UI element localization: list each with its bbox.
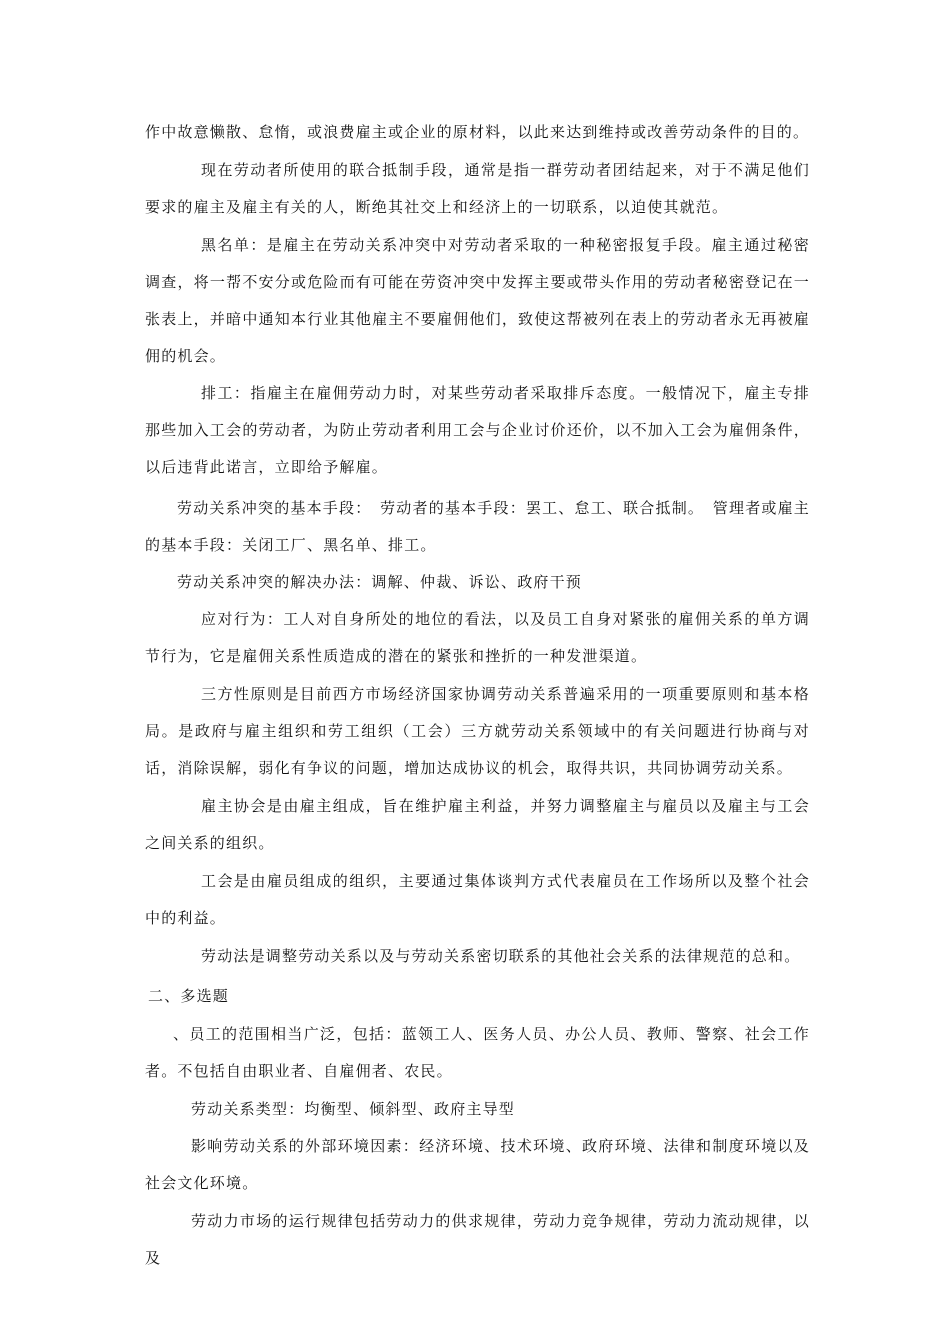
paragraph-tripartite: 三方性原则是目前西方市场经济国家协调劳动关系普遍采用的一项重要原则和基本格局。是政府与雇主组织和劳工组织（工会）三方就劳动关系领域中的有关问题进行协商与对话，消除误解，弱化有争议的问题，增加达成协议的机会，取得共识，共同协调劳动关系。 bbox=[145, 685, 810, 777]
paragraph-coping-behavior: 应对行为：工人对自身所处的地位的看法，以及员工自身对紧张的雇佣关系的单方调节行为，它是雇佣关系性质造成的潜在的紧张和挫折的一种发泄渠道。 bbox=[145, 610, 810, 665]
paragraph-exclusion: 排工：指雇主在雇佣劳动力时，对某些劳动者采取排斥态度。一般情况下，雇主专排那些加入工会的劳动者，为防止劳动者利用工会与企业讨价还价，以不加入工会为雇佣条件，以后违背此诺言，立即给予解雇。 bbox=[145, 384, 810, 476]
paragraph-conflict-means: 劳动关系冲突的基本手段： 劳动者的基本手段：罢工、怠工、联合抵制。 管理者或雇主的基本手段：关闭工厂、黑名单、排工。 bbox=[145, 499, 811, 554]
paragraph-blacklist: 黑名单：是雇主在劳动关系冲突中对劳动者采取的一种秘密报复手段。雇主通过秘密调查，将一帮不安分或危险而有可能在劳资冲突中发挥主要或带头作用的劳动者秘密登记在一张表上，并暗中通知本行业其他雇主不要雇佣他们，致使这帮被列在表上的劳动者永无再被雇佣的机会。 bbox=[145, 236, 810, 365]
paragraph-slowdown-end: 作中故意懒散、怠惰，或浪费雇主或企业的原材料，以此来达到维持或改善劳动条件的目的。 bbox=[145, 123, 810, 141]
paragraph-employer-association: 雇主协会是由雇主组成，旨在维护雇主利益，并努力调整雇主与雇员以及雇主与工会之间关系的组织。 bbox=[145, 797, 810, 852]
section-heading-multiple-choice: 二、多选题 bbox=[148, 987, 230, 1005]
paragraph-labor-law: 劳动法是调整劳动关系以及与劳动关系密切联系的其他社会关系的法律规范的总和。 bbox=[201, 947, 801, 965]
paragraph-external-factors: 影响劳动关系的外部环境因素：经济环境、技术环境、政府环境、法律和制度环境以及社会文化环境。 bbox=[145, 1137, 810, 1192]
paragraph-relation-types: 劳动关系类型：均衡型、倾斜型、政府主导型 bbox=[191, 1100, 516, 1118]
paragraph-boycott: 现在劳动者所使用的联合抵制手段，通常是指一群劳动者团结起来，对于不满足他们要求的雇主及雇主有关的人，断绝其社交上和经济上的一切联系，以迫使其就范。 bbox=[145, 161, 810, 216]
paragraph-market-rules: 劳动力市场的运行规律包括劳动力的供求规律，劳动力竞争规律，劳动力流动规律，以及 bbox=[145, 1212, 810, 1267]
paragraph-employee-scope: 、员工的范围相当广泛，包括：蓝领工人、医务人员、办公人员、教师、警察、社会工作者。不包括自由职业者、自雇佣者、农民。 bbox=[145, 1025, 810, 1080]
paragraph-trade-union: 工会是由雇员组成的组织，主要通过集体谈判方式代表雇员在工作场所以及整个社会中的利益。 bbox=[145, 872, 810, 927]
paragraph-conflict-resolution: 劳动关系冲突的解决办法：调解、仲裁、诉讼、政府干预 bbox=[177, 573, 583, 591]
